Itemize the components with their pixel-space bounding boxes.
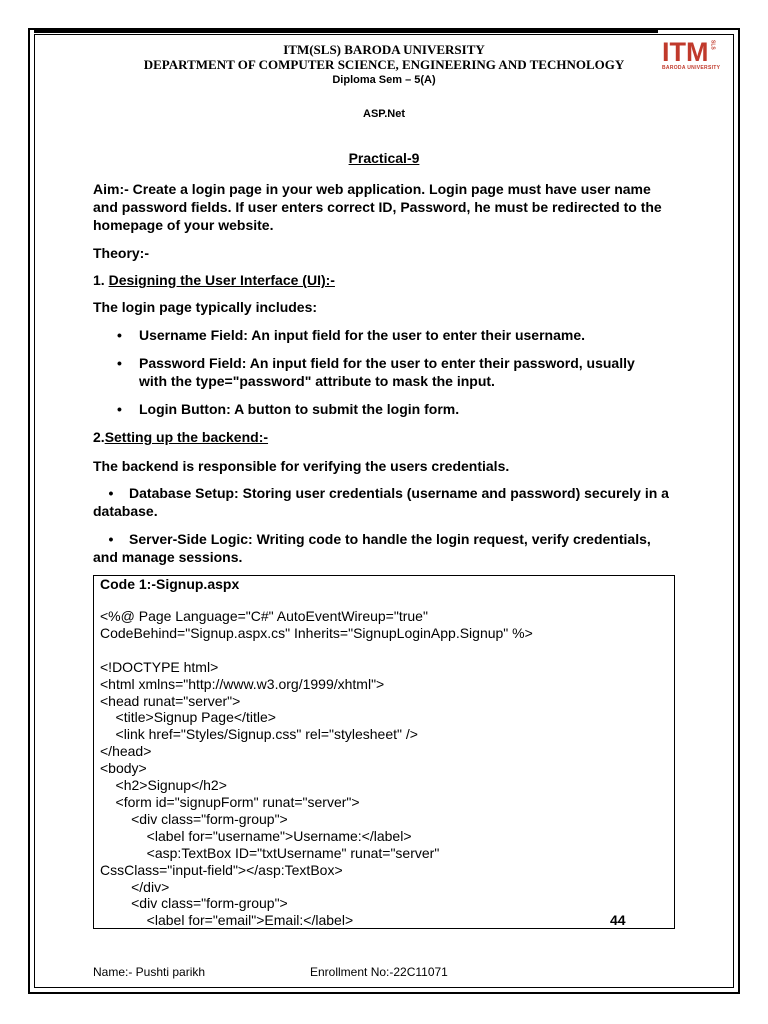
code-listing: <%@ Page Language="C#" AutoEventWireup="true" CodeBehind="Signup.aspx.cs" Inherits="SignupLoginApp.Signup" %> <!DOCTYPE html> <html xmlns="http://www.w3.org/1999/xhtml"> <head runat="server"> <title>Signup Page</title> <link href="Styles/Signup.css" rel="stylesheet" /> </head> <body> <h2>Signup</h2> <form id="signupForm" runat="server"> <div class="form-group"> <label for="username">Username:</label> <asp:TextBox ID="txtUsername" runat="server" CssClass="input-field"></asp:TextBox> </div> <div class="form-group"> <label for="email">Email:</label>: [100, 608, 533, 929]
header-rule: [34, 30, 658, 33]
logo-side-text: SLS: [709, 40, 716, 50]
practical-title: Practical-9: [348, 150, 420, 166]
university-name: ITM(SLS) BARODA UNIVERSITY: [283, 42, 485, 57]
subject-title: ASP.Net: [363, 108, 405, 120]
document-header: [100, 43, 668, 87]
bullet-icon: •: [117, 327, 122, 343]
list-item-text: Username Field: An input field for the user to enter their username.: [139, 327, 586, 343]
section-2-intro: The backend is responsible for verifying the users credentials.: [93, 458, 510, 474]
logo-subtext: BARODA UNIVERSITY: [662, 65, 721, 71]
itm-logo: [662, 37, 730, 72]
theory-heading: Theory:-: [93, 245, 149, 261]
section-2-heading: [93, 428, 673, 446]
section-1-intro: The login page typically includes:: [93, 299, 318, 315]
list-item: • Server-Side Logic: Writing code to handle the login request, verify credentials, and manage sessions.: [93, 531, 651, 565]
semester-label: Diploma Sem – 5(A): [332, 74, 436, 86]
footer-student-name: Name:- Pushti parikh: [93, 965, 206, 979]
section-1-heading: [93, 271, 673, 289]
aim-paragraph: Aim:- Create a login page in your web application. Login page must have user name and password fields. If user enters correct ID, Password, he must be redirected to the homepage of your website.: [93, 181, 662, 233]
bullet-icon: •: [117, 401, 122, 417]
bullet-icon: •: [117, 355, 122, 371]
list-item: • Database Setup: Storing user credentials (username and password) securely in a database.: [93, 485, 669, 519]
section-1-title: Designing the User Interface (UI):-: [108, 272, 335, 288]
code-title: Code 1:-Signup.aspx: [100, 576, 240, 592]
page-number: 44: [610, 912, 626, 928]
logo-text: ITM: [662, 37, 709, 67]
footer-enrollment: Enrollment No:-22C11071: [310, 965, 448, 979]
list-item-text: Login Button: A button to submit the login form.: [139, 401, 460, 417]
section-1-number: 1.: [93, 272, 109, 288]
section-2-number: 2.: [93, 429, 105, 445]
list-item-text: Password Field: An input field for the user to enter their password, usually with the type="password" attribute to mask the input.: [139, 355, 635, 389]
section-2-title: Setting up the backend:-: [104, 429, 269, 445]
department-name: DEPARTMENT OF COMPUTER SCIENCE, ENGINEERING AND TECHNOLOGY: [143, 57, 625, 72]
